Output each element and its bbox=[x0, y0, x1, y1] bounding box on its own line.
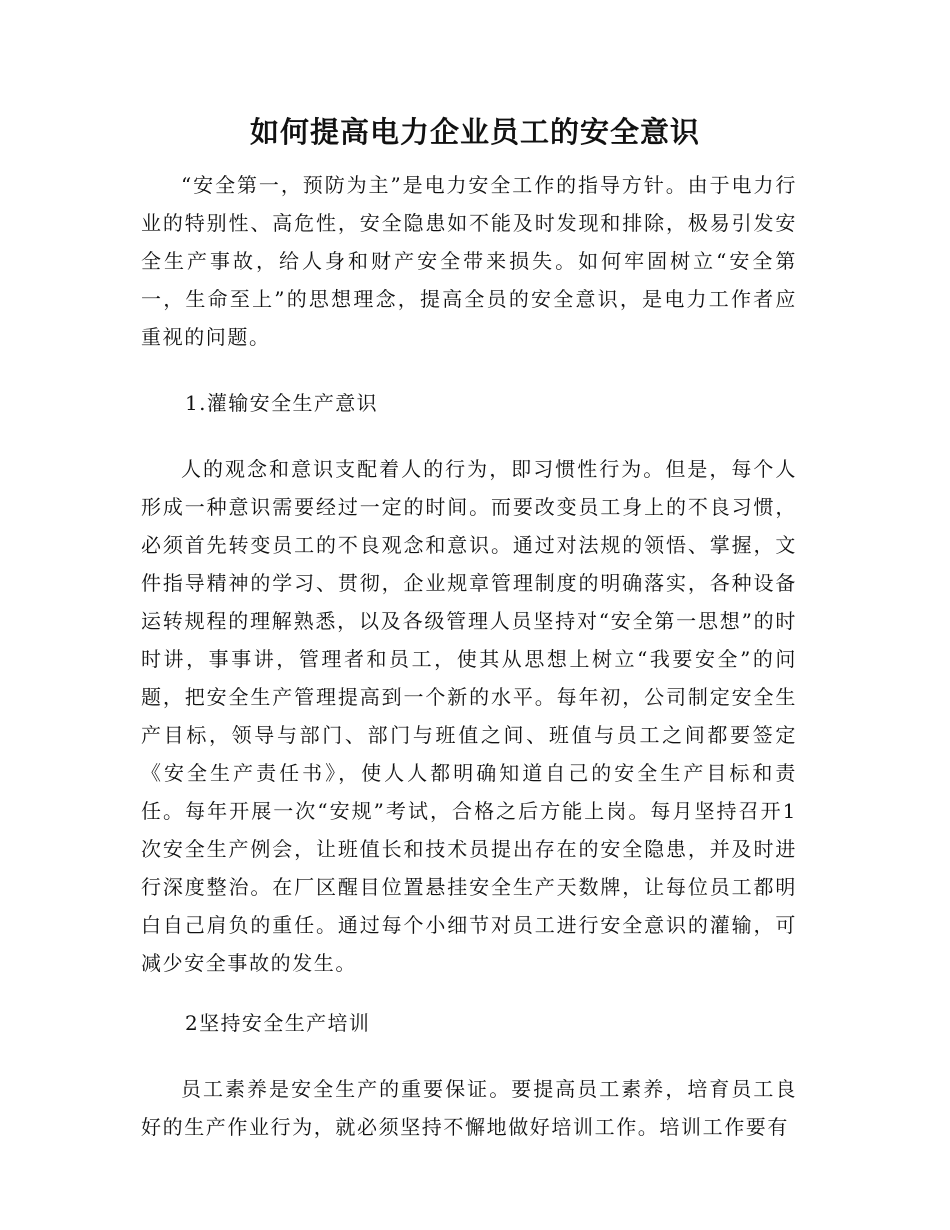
intro-paragraph: “安全第一，预防为主”是电力安全工作的指导方针。由于电力行业的特别性、高危性，安全隐患如不能及时发现和排除，极易引发安全生产事故，给人身和财产安全带来损失。如何牢固树立“安全第一，生命至上”的思想理念，提高全员的安全意识，是电力工作者应重视的问题。 bbox=[141, 173, 797, 349]
section-2-paragraph: 员工素养是安全生产的重要保证。要提高员工素养，培育员工良好的生产作业行为，就必须坚持不懈地做好培训工作。培训工作要有 bbox=[141, 1077, 797, 1139]
document-body bbox=[141, 166, 797, 1146]
section-2-heading: 2坚持安全生产培训 bbox=[185, 1011, 371, 1035]
document-title: 如何提高电力企业员工的安全意识 bbox=[249, 115, 700, 149]
section-1-heading: 1.灌输安全生产意识 bbox=[185, 391, 379, 415]
section-1-paragraph: 人的观念和意识支配着人的行为，即习惯性行为。但是，每个人形成一种意识需要经过一定的时间。而要改变员工身上的不良习惯，必须首先转变员工的不良观念和意识。通过对法规的领悟、掌握，文件指导精神的学习、贯彻，企业规章管理制度的明确落实，各种设备运转规程的理解熟悉，以及各级管理人员坚持对“安全第一思想”的时时讲，事事讲，管理者和员工，使其从思想上树立“我要安全”的问题，把安全生产管理提高到一个新的水平。每年初，公司制定安全生产目标，领导与部门、部门与班值之间、班值与员工之间都要签定《安全生产责任书》，使人人都明确知道自己的安全生产目标和责任。每年开展一次“安规”考试，合格之后方能上岗。每月坚持召开1次安全生产例会，让班值长和技术员提出存在的安全隐患，并及时进行深度整治。在厂区醒目位置悬挂安全生产天数牌，让每位员工都明白自己肩负的重任。通过每个小细节对员工进行安全意识的灌输，可减少安全事故的发生。 bbox=[141, 457, 797, 975]
